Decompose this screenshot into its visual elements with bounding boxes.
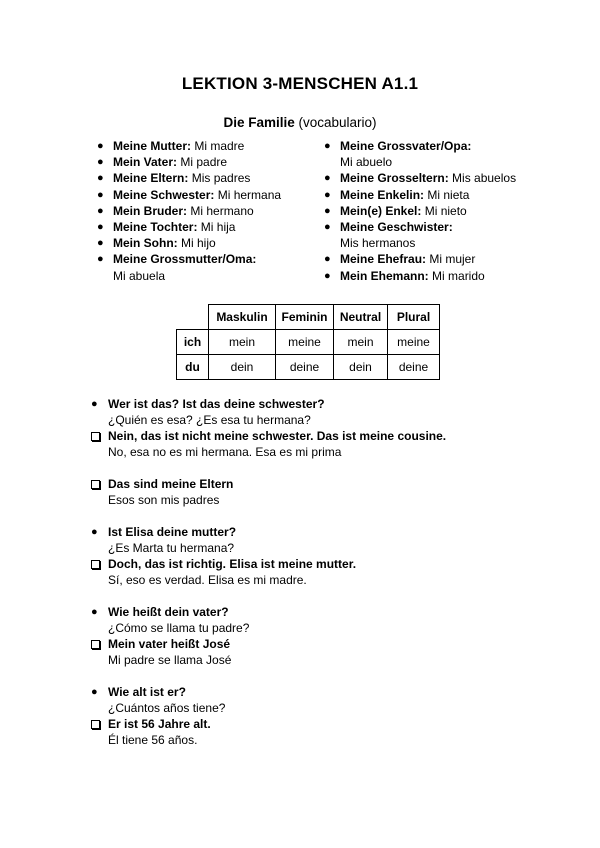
vocab-spanish: Mi hija: [197, 220, 236, 235]
dialog-german: Wer ist das? Ist das deine schwester?: [108, 397, 325, 411]
bullet-icon: ●: [324, 204, 331, 217]
vocab-german: Meine Tochter:: [113, 220, 198, 235]
vocab-spanish: Mi nieta: [424, 187, 470, 202]
bullet-icon: ●: [324, 253, 331, 266]
dialog-line: [90, 428, 510, 460]
subtitle-bold: Die Familie: [223, 115, 295, 130]
dialog-group: [90, 524, 510, 588]
dialog-german: Ist Elisa deine mutter?: [108, 525, 237, 539]
bullet-icon: ●: [97, 253, 104, 266]
dialog-line: [90, 524, 510, 556]
dialog-group: [90, 684, 510, 748]
vocab-german: Meine Grossvater/Opa:: [340, 139, 472, 153]
table-cell: deine: [276, 355, 334, 380]
table-header-cell: Maskulin: [209, 305, 276, 330]
vocab-item: [96, 154, 311, 170]
possessive-table: [176, 304, 440, 380]
dialog-spanish: ¿Cómo se llama tu padre?: [108, 621, 250, 635]
bullet-icon: ●: [324, 188, 331, 201]
dialog-german: Wie alt ist er?: [108, 685, 186, 699]
vocab-german: Mein(e) Enkel:: [340, 203, 422, 218]
vocab-item: [323, 170, 543, 186]
vocab-german: Mein Sohn:: [113, 236, 178, 251]
dialog-line: [90, 604, 510, 636]
table-row: [177, 355, 440, 380]
table-header-row: [177, 305, 440, 330]
vocab-spanish: Mi mujer: [426, 252, 476, 267]
dialog-line: [90, 556, 510, 588]
vocab-german: Mein Vater:: [113, 155, 178, 170]
dialog-german: Wie heißt dein vater?: [108, 605, 229, 619]
table-row-label: du: [177, 355, 209, 380]
table-cell: deine: [388, 355, 440, 380]
dialog-german: Das sind meine Eltern: [108, 477, 234, 491]
checkbox-icon: [91, 480, 100, 489]
vocab-item: [323, 203, 543, 219]
vocab-spanish: Mi abuela: [113, 268, 166, 283]
vocab-german: Meine Geschwister:: [340, 220, 453, 235]
table-header-cell: Neutral: [334, 305, 388, 330]
dialog-spanish: ¿Quién es esa? ¿Es esa tu hermana?: [108, 413, 311, 427]
vocab-item: [96, 235, 311, 251]
vocab-list-right: [323, 138, 543, 284]
bullet-icon: ●: [97, 221, 104, 234]
table-cell: mein: [209, 330, 276, 355]
vocab-spanish: Mis hermanos: [340, 236, 416, 251]
table-header-cell: Feminin: [276, 305, 334, 330]
bullet-icon: ●: [97, 172, 104, 185]
vocab-spanish: Mi hijo: [177, 236, 216, 251]
dialog-german: Doch, das ist richtig. Elisa ist meine mutter.: [108, 557, 357, 571]
dialog-spanish: Esos son mis padres: [108, 493, 220, 507]
bullet-icon: ●: [91, 606, 98, 618]
vocab-item: [96, 138, 311, 154]
bullet-icon: ●: [91, 398, 98, 410]
table-row: [177, 330, 440, 355]
table-cell: dein: [209, 355, 276, 380]
vocab-german: Meine Grosseltern:: [340, 171, 449, 186]
dialog-examples: [90, 396, 510, 764]
table-cell: meine: [276, 330, 334, 355]
dialog-line: [90, 396, 510, 428]
table-corner-cell: [177, 305, 209, 330]
dialog-line: [90, 684, 510, 716]
dialog-line: [90, 476, 510, 508]
vocab-spanish: Mi padre: [177, 155, 228, 170]
vocab-german: Meine Grossmutter/Oma:: [113, 252, 257, 267]
vocab-spanish: Mi nieto: [421, 203, 467, 218]
vocab-item: [96, 251, 311, 283]
vocab-spanish: Mis abuelos: [448, 171, 517, 186]
vocab-german: Mein Ehemann:: [340, 268, 429, 283]
vocab-spanish: Mi hermano: [187, 203, 254, 218]
dialog-spanish: Mi padre se llama José: [108, 653, 232, 667]
checkbox-icon: [91, 432, 100, 441]
dialog-spanish: ¿Cuántos años tiene?: [108, 701, 226, 715]
vocab-german: Mein Bruder:: [113, 203, 188, 218]
vocab-list-left: [96, 138, 311, 284]
dialog-german: Er ist 56 Jahre alt.: [108, 717, 211, 731]
checkbox-icon: [91, 560, 100, 569]
bullet-icon: ●: [97, 188, 104, 201]
checkbox-icon: [91, 640, 100, 649]
vocab-item: [96, 219, 311, 235]
vocab-item: [96, 170, 311, 186]
dialog-german: Mein vater heißt José: [108, 637, 231, 651]
vocab-spanish: Mi marido: [428, 268, 485, 283]
vocab-spanish: Mi madre: [191, 139, 245, 153]
bullet-icon: ●: [97, 140, 104, 152]
vocab-item: [323, 268, 543, 284]
table-header-cell: Plural: [388, 305, 440, 330]
vocab-item: [323, 187, 543, 203]
vocab-item: [96, 187, 311, 203]
vocab-german: Meine Enkelin:: [340, 187, 425, 202]
vocab-spanish: Mi hermana: [214, 187, 282, 202]
bullet-icon: ●: [97, 204, 104, 217]
bullet-icon: ●: [91, 686, 98, 698]
dialog-spanish: Él tiene 56 años.: [108, 733, 198, 747]
bullet-icon: ●: [324, 140, 331, 152]
dialog-line: [90, 716, 510, 748]
dialog-group: [90, 396, 510, 460]
bullet-icon: ●: [91, 526, 98, 538]
vocab-spanish: Mi abuelo: [340, 155, 393, 170]
table-cell: meine: [388, 330, 440, 355]
vocab-item: [96, 203, 311, 219]
vocab-item: [323, 138, 543, 170]
dialog-line: [90, 636, 510, 668]
checkbox-icon: [91, 720, 100, 729]
table-cell: dein: [334, 355, 388, 380]
table-cell: mein: [334, 330, 388, 355]
dialog-spanish: Sí, eso es verdad. Elisa es mi madre.: [108, 573, 307, 587]
bullet-icon: ●: [324, 221, 331, 234]
vocab-german: Meine Mutter:: [113, 139, 191, 153]
dialog-german: Nein, das ist nicht meine schwester. Das ist meine cousine.: [108, 429, 447, 443]
dialog-spanish: No, esa no es mi hermana. Esa es mi prima: [108, 445, 342, 459]
vocab-item: [323, 219, 543, 251]
page-title: LEKTION 3-MENSCHEN A1.1: [181, 74, 419, 93]
vocab-german: Meine Schwester:: [113, 187, 215, 202]
vocab-german: Meine Ehefrau:: [340, 252, 427, 267]
bullet-icon: ●: [324, 269, 331, 282]
vocab-spanish: Mis padres: [188, 171, 251, 186]
subtitle-normal: (vocabulario): [294, 115, 377, 130]
bullet-icon: ●: [324, 172, 331, 185]
section-subtitle: [0, 115, 600, 130]
bullet-icon: ●: [97, 156, 104, 169]
table-row-label: ich: [177, 330, 209, 355]
vocab-german: Meine Eltern:: [113, 171, 189, 186]
dialog-group: [90, 476, 510, 508]
vocab-item: [323, 251, 543, 267]
dialog-spanish: ¿Es Marta tu hermana?: [108, 541, 235, 555]
bullet-icon: ●: [97, 237, 104, 250]
dialog-group: [90, 604, 510, 668]
